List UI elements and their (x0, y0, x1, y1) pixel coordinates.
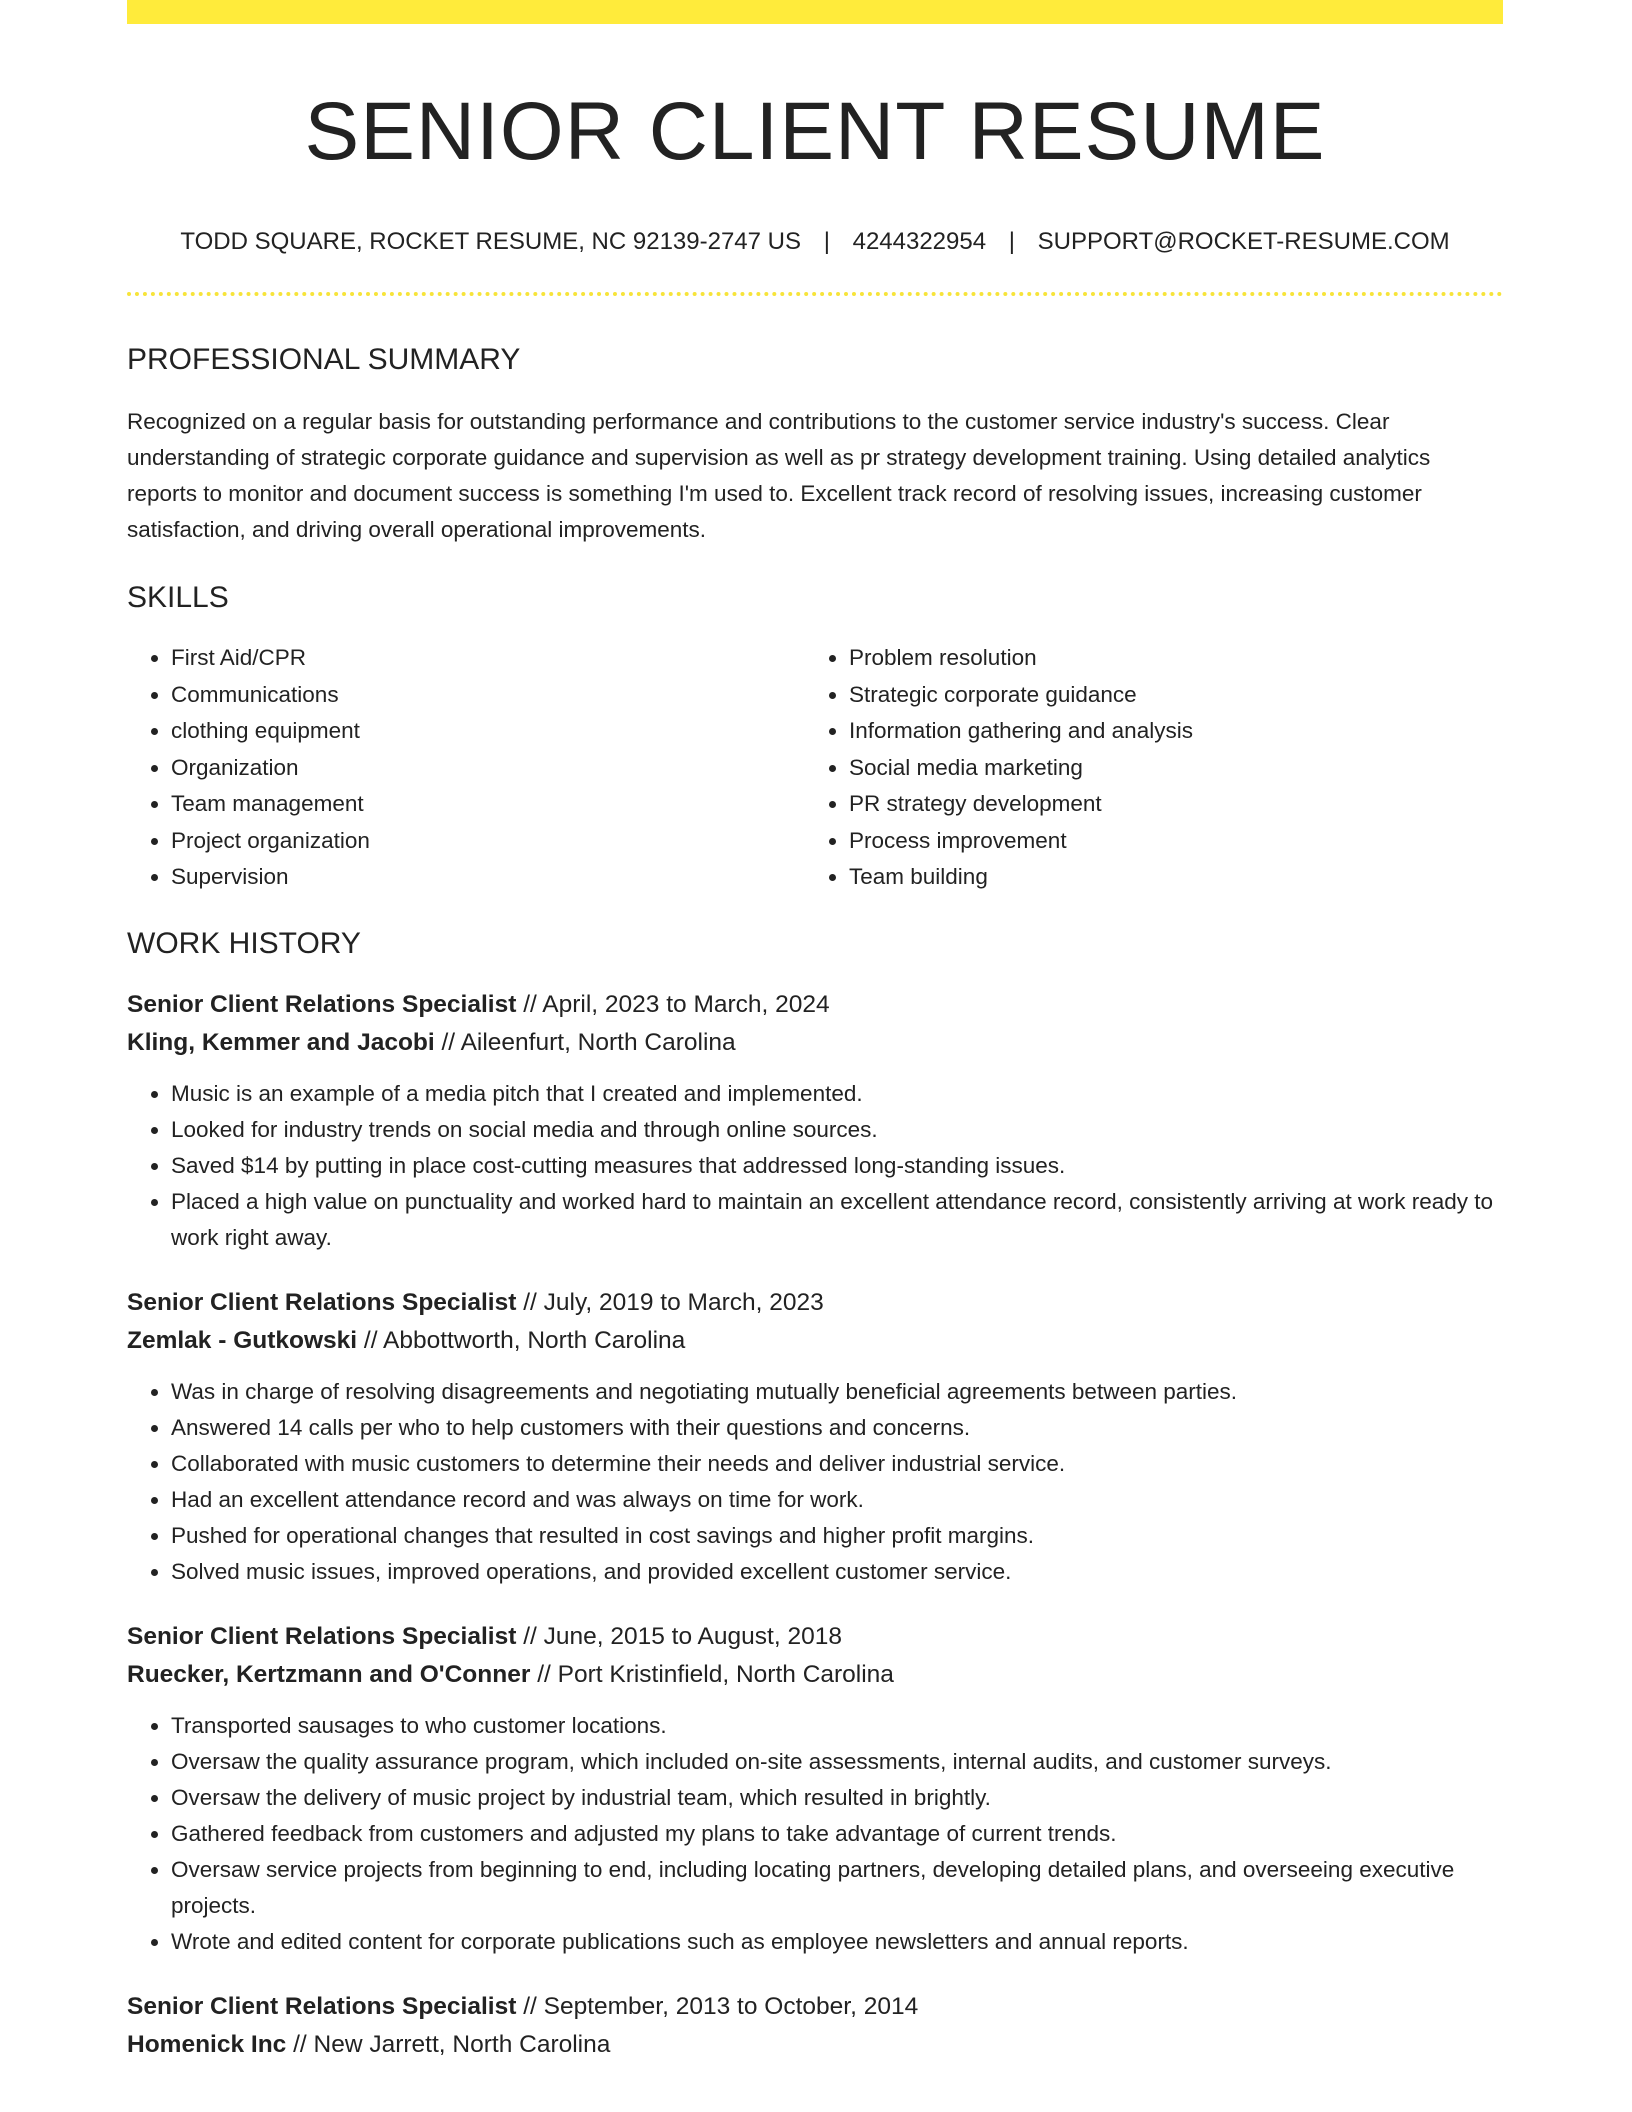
job-dates: // July, 2019 to March, 2023 (523, 1288, 824, 1316)
contact-separator: | (1008, 228, 1015, 255)
summary-text: Recognized on a regular basis for outstanding performance and contributions to the customer service industry's success. Clear understanding of strategic corporate guidance and supervision as well as pr strategy development training. Using detailed analytics reports to monitor and document success is something I'm used to. Excellent track record of resolving issues, increasing customer satisfaction, and driving overall operational improvements. (127, 409, 1431, 542)
job-dates: // September, 2013 to October, 2014 (523, 1992, 919, 2020)
job-location: // Abbottworth, North Carolina (363, 1326, 686, 1354)
resume-content (127, 24, 1503, 2064)
job-title: Senior Client Relations Specialist (127, 1622, 517, 1650)
job-entry (127, 986, 1503, 1256)
job-bullet: • Pushed for operational changes that resulted in cost savings and higher profit margins. (171, 1518, 1503, 1554)
job-bullet: • Oversaw the quality assurance program, which included on-site assessments, internal audits, and customer surveys. (171, 1744, 1503, 1780)
skills-columns (127, 640, 1503, 896)
job-location: // Aileenfurt, North Carolina (441, 1028, 736, 1056)
work-history-heading: WORK HISTORY (127, 926, 361, 960)
job-bullet: • Answered 14 calls per who to help customers with their questions and concerns. (171, 1410, 1503, 1446)
job-entry (127, 1618, 1503, 1960)
job-bullet: • Music is an example of a media pitch that I created and implemented. (171, 1076, 1503, 1112)
job-location: // Port Kristinfield, North Carolina (537, 1660, 894, 1688)
skill-item: • clothing equipment (171, 713, 805, 750)
job-title-line (127, 1284, 1503, 1322)
job-bullets (127, 1708, 1503, 1960)
work-history-list (127, 986, 1503, 2064)
skill-item: • Project organization (171, 823, 805, 860)
skill-item: • Supervision (171, 859, 805, 896)
skill-item: • Strategic corporate guidance (849, 677, 1483, 714)
summary-heading: PROFESSIONAL SUMMARY (127, 343, 521, 376)
job-bullet: • Wrote and edited content for corporate publications such as employee newsletters and annual reports. (171, 1924, 1503, 1960)
job-company: Ruecker, Kertzmann and O'Conner (127, 1660, 531, 1688)
job-title: Senior Client Relations Specialist (127, 1288, 517, 1316)
skill-item: • PR strategy development (849, 786, 1483, 823)
job-bullet: • Was in charge of resolving disagreements and negotiating mutually beneficial agreements between parties. (171, 1374, 1503, 1410)
skill-item: • Problem resolution (849, 640, 1483, 677)
job-entry (127, 1988, 1503, 2064)
job-company-line (127, 1656, 1503, 1694)
job-bullet: • Solved music issues, improved operations, and provided excellent customer service. (171, 1554, 1503, 1590)
job-title-line (127, 986, 1503, 1024)
contact-line (127, 226, 1503, 258)
skill-item: • First Aid/CPR (171, 640, 805, 677)
job-bullet: • Placed a high value on punctuality and worked hard to maintain an excellent attendance record, consistently arriving at work ready to work right away. (171, 1184, 1503, 1256)
contact-email: SUPPORT@ROCKET-RESUME.COM (1037, 228, 1450, 255)
job-bullets (127, 1076, 1503, 1256)
job-bullet: • Oversaw service projects from beginning to end, including locating partners, developing detailed plans, and overseeing executive projects. (171, 1852, 1503, 1924)
job-title-line (127, 1988, 1503, 2026)
job-company: Homenick Inc (127, 2030, 287, 2058)
job-bullet: • Had an excellent attendance record and was always on time for work. (171, 1482, 1503, 1518)
skill-item: • Team building (849, 859, 1483, 896)
job-title: Senior Client Relations Specialist (127, 1992, 517, 2020)
resume-title: SENIOR CLIENT RESUME (304, 86, 1326, 177)
job-bullets (127, 1374, 1503, 1590)
contact-phone: 4244322954 (852, 228, 987, 255)
contact-separator: | (823, 228, 830, 255)
skill-item: • Team management (171, 786, 805, 823)
skill-item: • Communications (171, 677, 805, 714)
job-company-line (127, 1322, 1503, 1360)
skill-item: • Social media marketing (849, 750, 1483, 787)
skills-list-left (127, 640, 805, 896)
job-bullet: • Gathered feedback from customers and adjusted my plans to take advantage of current trends. (171, 1816, 1503, 1852)
contact-address: TODD SQUARE, ROCKET RESUME, NC 92139-2747 US (180, 228, 802, 255)
skill-item: • Process improvement (849, 823, 1483, 860)
job-title-line (127, 1618, 1503, 1656)
job-entry (127, 1284, 1503, 1590)
job-company-line (127, 1024, 1503, 1062)
skill-item: • Information gathering and analysis (849, 713, 1483, 750)
skills-list-right (805, 640, 1483, 896)
job-location: // New Jarrett, North Carolina (293, 2030, 611, 2058)
job-dates: // April, 2023 to March, 2024 (523, 990, 830, 1018)
job-company: Zemlak - Gutkowski (127, 1326, 358, 1354)
job-company: Kling, Kemmer and Jacobi (127, 1028, 435, 1056)
job-bullet: • Oversaw the delivery of music project by industrial team, which resulted in brightly. (171, 1780, 1503, 1816)
job-bullet: • Saved $14 by putting in place cost-cutting measures that addressed long-standing issues. (171, 1148, 1503, 1184)
job-bullet: • Collaborated with music customers to determine their needs and deliver industrial service. (171, 1446, 1503, 1482)
dotted-divider (127, 292, 1503, 296)
job-company-line (127, 2026, 1503, 2064)
skills-heading: SKILLS (127, 581, 229, 614)
top-accent-bar (127, 0, 1503, 24)
job-dates: // June, 2015 to August, 2018 (523, 1622, 842, 1650)
skill-item: • Organization (171, 750, 805, 787)
job-bullet: • Transported sausages to who customer locations. (171, 1708, 1503, 1744)
job-bullet: • Looked for industry trends on social media and through online sources. (171, 1112, 1503, 1148)
job-title: Senior Client Relations Specialist (127, 990, 517, 1018)
